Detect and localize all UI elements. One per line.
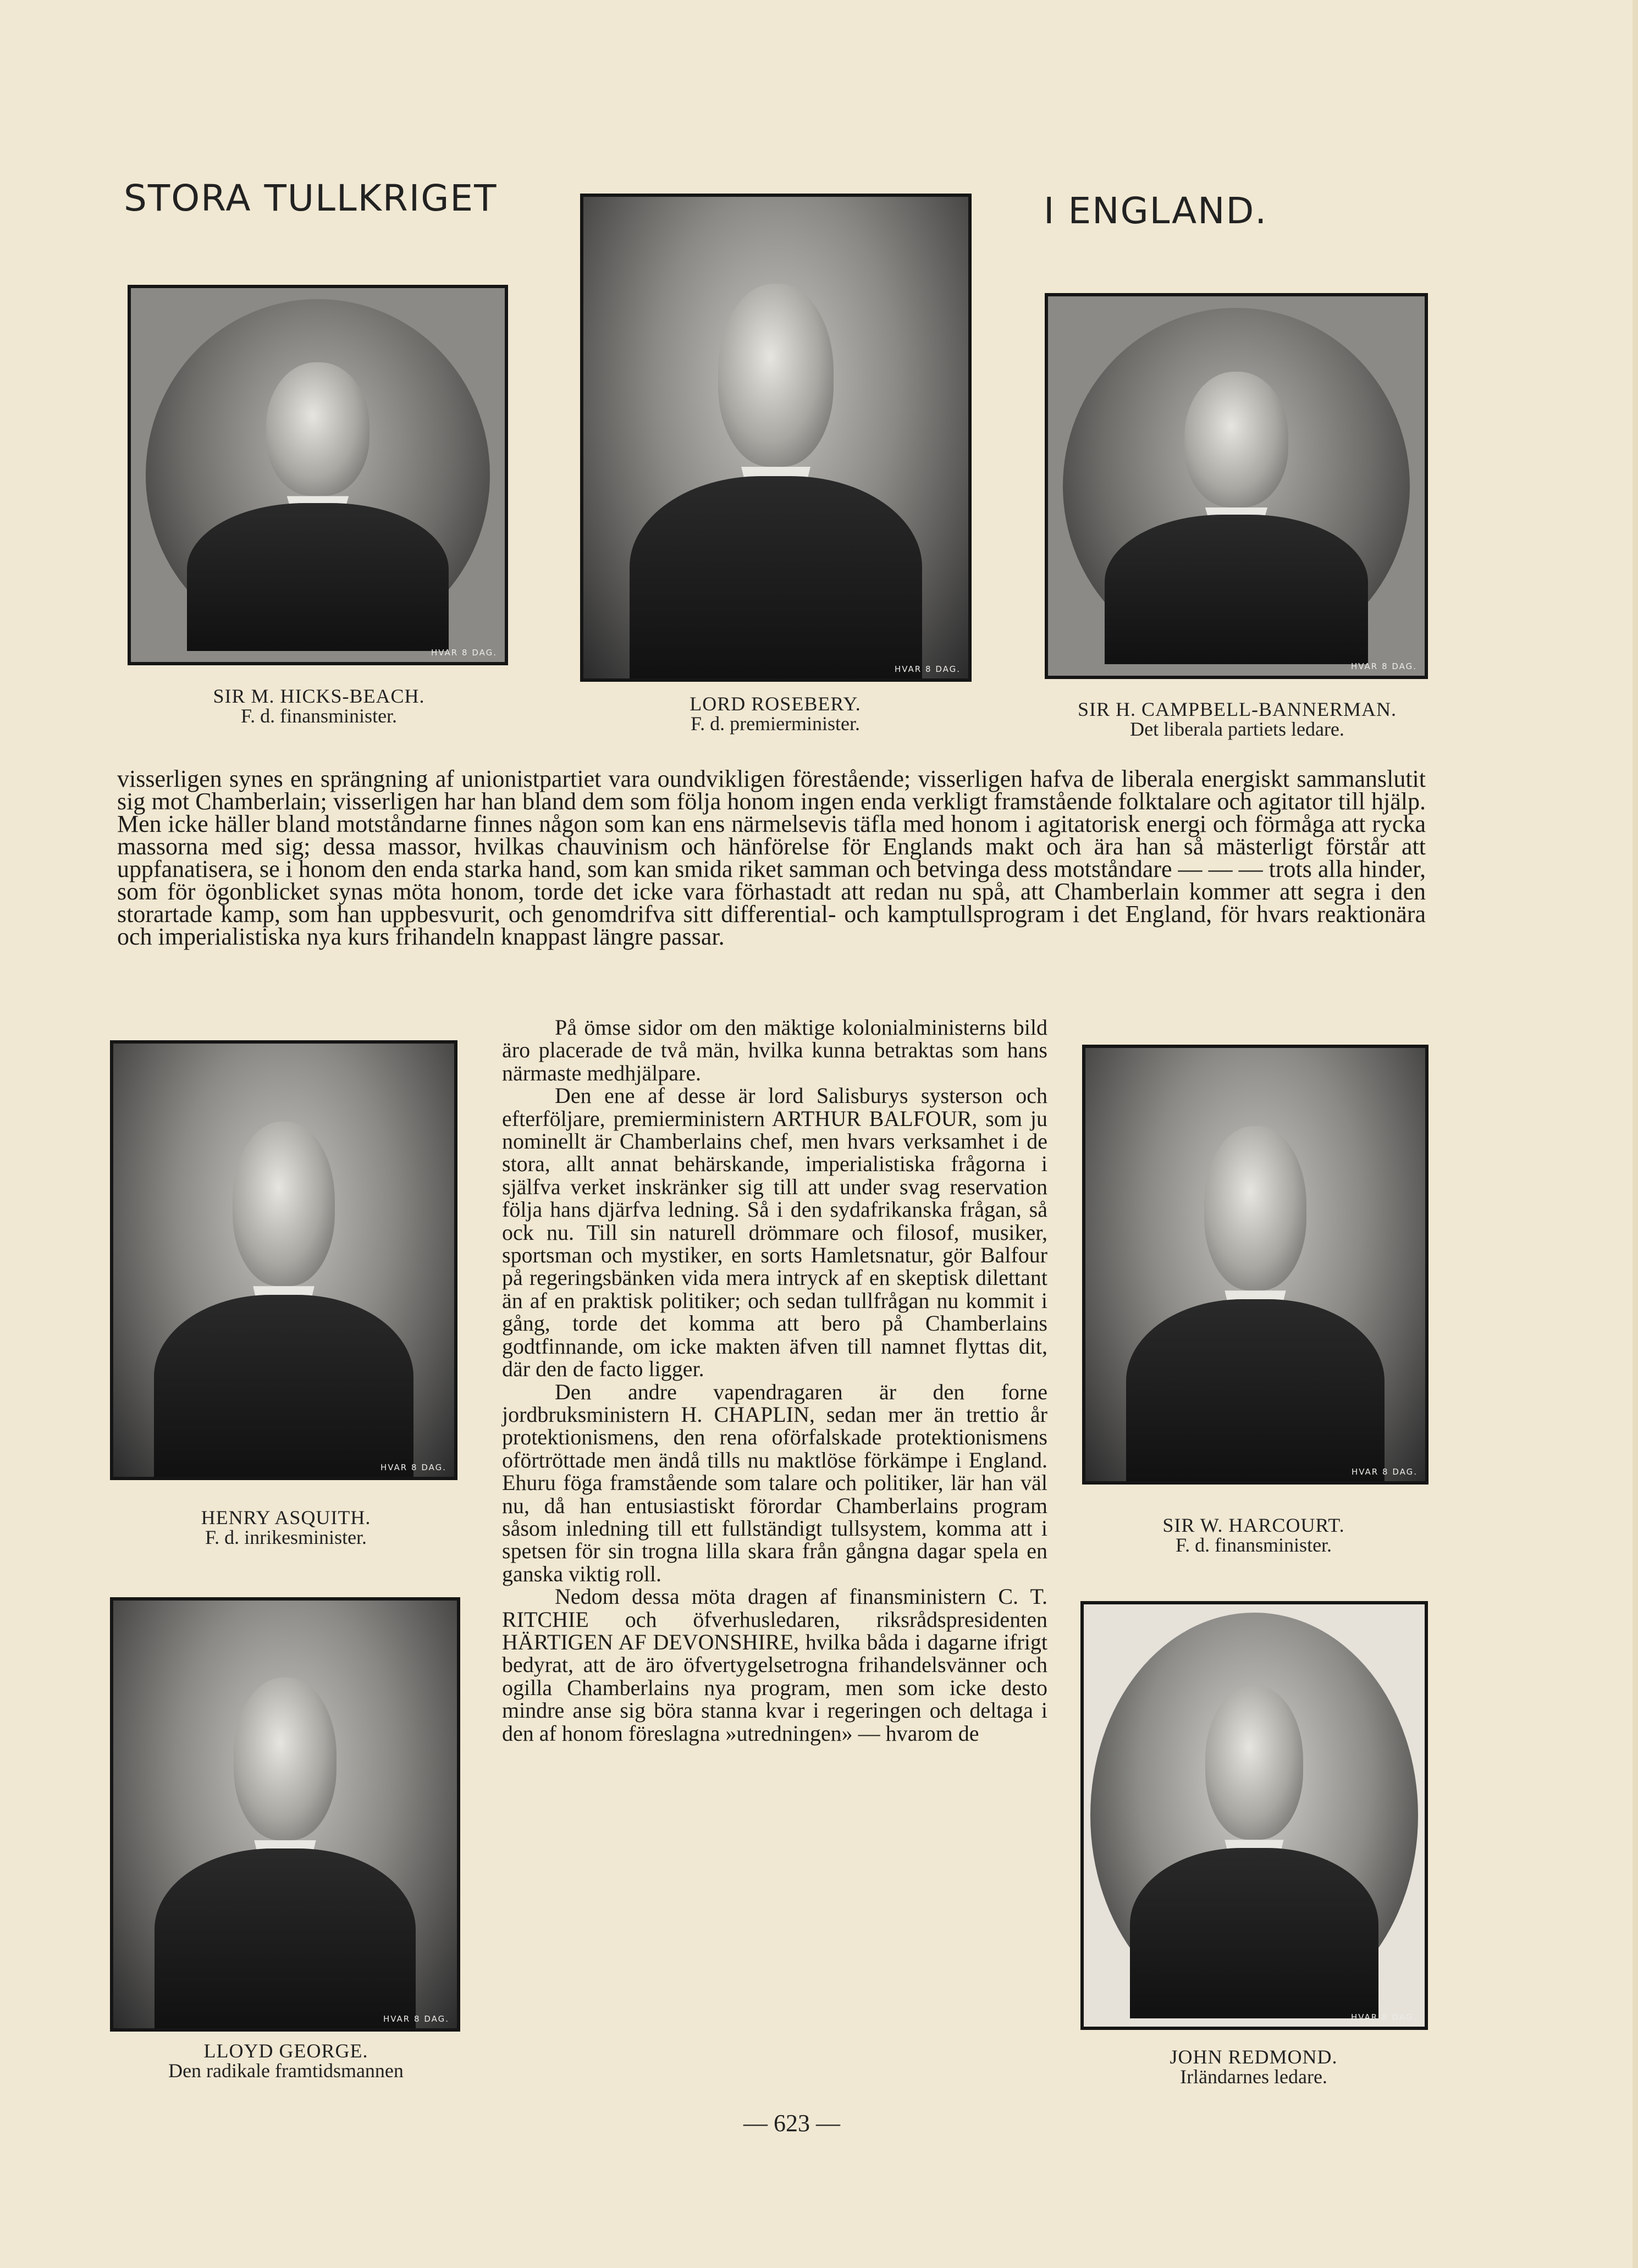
article-paragraph: På ömse sidor om den mäktige kolonialministerns bild äro placerade de två män, hvilka kunna betraktas som hans närmaste medhjälpare. (502, 1015, 1047, 1085)
article-paragraph: Den andre vapendragaren är den forne jordbruksministern H. CHAPLIN, sedan mer än trettio år protektionismens, den rena oförfalskade protektionismens oförtröttade men ändå tills nu maktlöse förkämpe i England. Ehuru föga framstående som talare och politiker, lär han väl nu, då han entusiastiskt förordar Chamberlains program såsom inledning till ett fullständigt tullsystem, komma att i spetsen för sin trogna lilla skara från gångna dagar spela en ganska viktig roll. (502, 1379, 1047, 1586)
caption-rosebery (583, 694, 968, 733)
portrait-hicks-beach (128, 285, 508, 665)
portrait-figure (146, 299, 490, 650)
caption-harcourt (1078, 1515, 1430, 1555)
caption-role: F. d. inrikesminister. (205, 1526, 367, 1548)
caption-campbell-bannerman (1034, 699, 1441, 739)
caption-role: Irländarnes ledare. (1180, 2066, 1327, 2088)
caption-role: F. d. finansminister. (240, 705, 398, 727)
portrait-frame (1085, 1048, 1425, 1481)
photo-credit: HVAR 8 DAG. (1351, 1467, 1418, 1477)
portrait-redmond (1080, 1601, 1428, 2030)
caption-lloyd-george (104, 2041, 467, 2081)
caption-role: Det liberala partiets ledare. (1130, 718, 1344, 740)
photo-credit: HVAR 8 DAG. (1350, 661, 1417, 671)
portrait-figure (1090, 1613, 1418, 2018)
caption-asquith (110, 1508, 462, 1547)
caption-role: F. d. finansminister. (1175, 1534, 1332, 1556)
photo-credit: HVAR 8 DAG. (431, 648, 497, 658)
caption-name: SIR H. CAMPBELL-BANNERMAN. (1077, 698, 1397, 720)
caption-hicks-beach (126, 686, 511, 726)
article-paragraph: Den ene af desse är lord Salisburys systerson och efterföljare, premierministern ARTHUR BALFOUR, som ju nominellt är Chamberlains chef, men hvars verksamhet i de stora, allt annat behärskande, imperialistiska frågorna i själfva verket inskränker sig till att under svag reservation följa hans djärfva ledning. Så i den sydafrikanska frågan, så ock nu. Till sin naturell drömmare och filosof, musiker, sportsman och mystiker, en sorts Hamletsnatur, gör Balfour på regeringsbänken vida mera intryck af en skeptisk dilettant än af en praktisk politiker; och sedan tullfrågan nu kommit i gång, torde det komma att bero på Chamberlains godtfinnande, om icke makten äfven till namnet flyttas dit, där den de facto ligger. (502, 1083, 1047, 1382)
portrait-lloyd-george (110, 1597, 460, 2032)
heading-right: I ENGLAND. (1044, 190, 1268, 232)
portrait-figure (113, 1044, 454, 1477)
caption-name: SIR M. HICKS-BEACH. (213, 685, 425, 707)
caption-name: HENRY ASQUITH. (201, 1507, 371, 1528)
portrait-frame (146, 299, 490, 650)
caption-name: SIR W. HARCOURT. (1162, 1514, 1345, 1536)
portrait-figure (1063, 308, 1409, 665)
portrait-frame (113, 1601, 457, 2028)
photo-credit: HVAR 8 DAG. (380, 1463, 446, 1472)
portrait-rosebery (580, 194, 972, 682)
portrait-figure (1085, 1048, 1425, 1481)
caption-name: LLOYD GEORGE. (203, 2040, 368, 2062)
portrait-frame (1063, 308, 1409, 665)
caption-role: Den radikale framtidsmannen (168, 2060, 404, 2082)
photo-credit: HVAR 8 DAG. (894, 664, 961, 674)
photo-credit: HVAR 8 DAG. (1350, 2012, 1417, 2022)
page-number: — 623 — (743, 2110, 840, 2137)
heading-left: STORA TULLKRIGET (124, 177, 498, 219)
caption-redmond (1078, 2047, 1430, 2087)
portrait-frame (113, 1044, 454, 1477)
portrait-frame (583, 197, 968, 678)
caption-name: LORD ROSEBERY. (690, 693, 861, 715)
portrait-figure (583, 197, 968, 678)
photo-credit: HVAR 8 DAG. (383, 2014, 449, 2024)
portrait-campbell-bannerman (1045, 293, 1428, 679)
article-paragraph: Nedom dessa möta dragen af finansministern C. T. RITCHIE och öfverhusledaren, riksrådspresidenten HÄRTIGEN AF DEVONSHIRE, hvilka båda i dagarne ifrigt bedyrat, att de äro öfvertygelsetrogna frihandelsvänner och ogilla Chamberlains nya program, men som icke desto mindre anse sig böra stanna kvar i regeringen och deltaga i den af honom föreslagna »utredningen» — hvarom de (502, 1584, 1047, 1746)
portrait-asquith (110, 1040, 457, 1480)
intro-paragraph: visserligen synes en sprängning af unionistpartiet vara oundvikligen förestående; visserligen hafva de liberala energiskt sammanslutit sig mot Chamberlain; visserligen har han bland dem som följa honom ingen enda verkligt framstående folktalare och agitator till hjälp. Men icke häller bland motståndarne finnes någon som kan ens närmelsevis täfla med honom i agitatorisk energi och förmåga att rycka massorna med sig; dessa massor, hvilkas chauvinism och hänförelse för Englands makt och ära han så mästerligt förstår att uppfanatisera, se i honom den enda starka hand, som kan smida riket samman och betvinga dess motståndare — — — trots alla hinder, som för ögonblicket synas möta honom, torde det icke vara förhastadt att redan nu spå, att Chamberlain kommer att segra i den storartade kamp, som han uppbesvurit, och genomdrifva sitt differential- och kamptullsprogram i det England, för hvars reaktionära och imperialistiska nya kurs frihandeln knappast längre passar. (117, 765, 1426, 950)
portrait-figure (113, 1601, 457, 2028)
portrait-harcourt (1082, 1045, 1429, 1485)
portrait-frame (1090, 1613, 1418, 2018)
caption-name: JOHN REDMOND. (1170, 2046, 1338, 2068)
caption-role: F. d. premierminister. (690, 713, 861, 735)
article-column (502, 1016, 1047, 1745)
